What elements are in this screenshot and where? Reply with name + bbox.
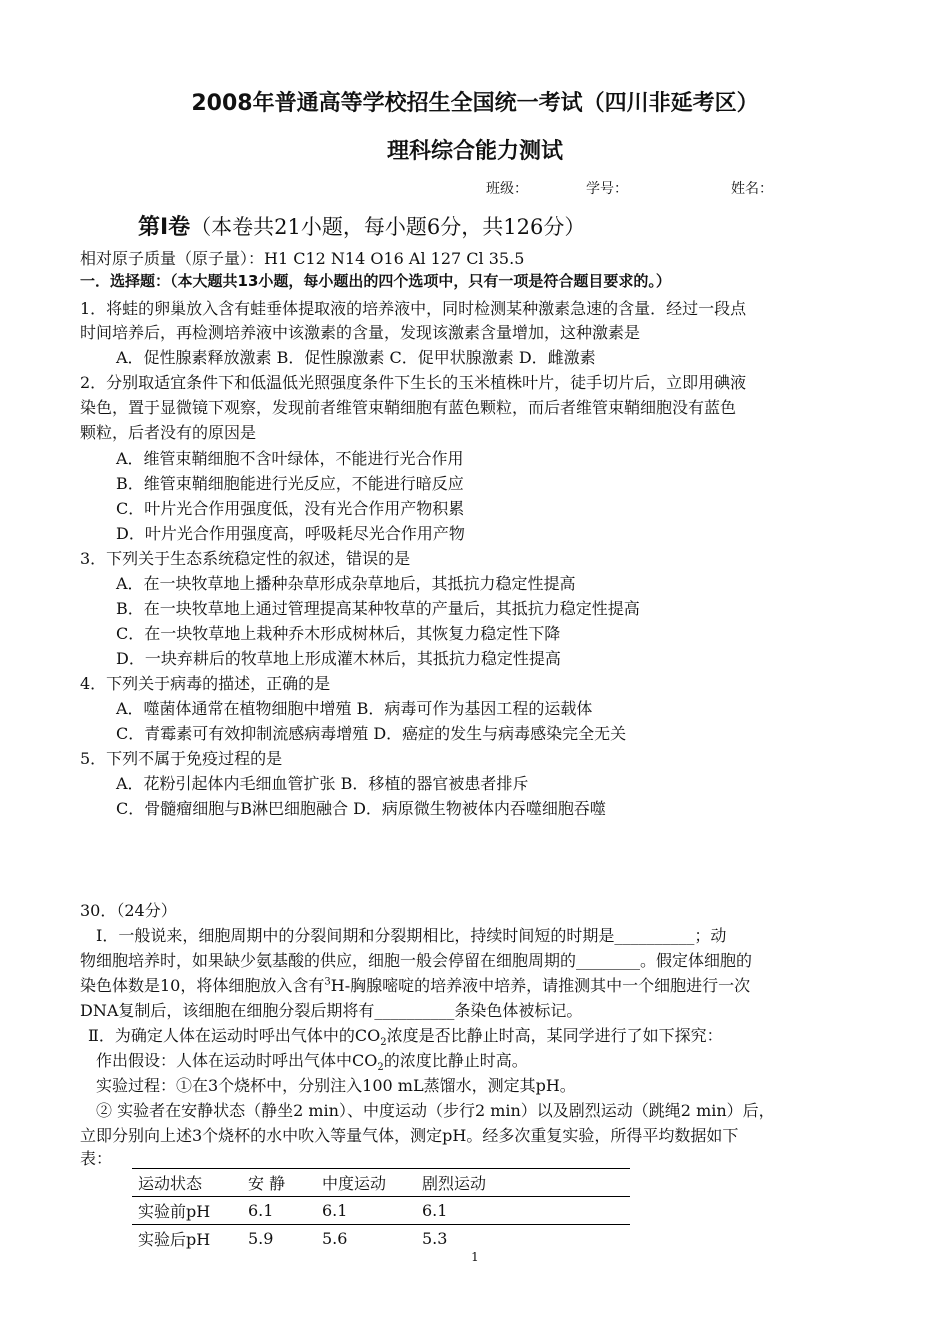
co2-subscript: 2	[380, 1037, 387, 1049]
section1-heading: 一．选择题：（本大题共13小题，每小题出的四个选项中，只有一项是符合题目要求的。）	[80, 272, 671, 290]
volume-name: 第Ⅰ卷	[138, 215, 191, 240]
table-cell: 5.3	[422, 1229, 448, 1248]
table-cell: 6.1	[316, 1197, 416, 1225]
table-header-cell: 运动状态	[132, 1169, 242, 1197]
table-cell: 5.6	[322, 1229, 348, 1248]
q3-option-c: C．在一块牧草地上栽种乔木形成树林后，其恢复力稳定性下降	[116, 624, 561, 643]
q30-part2-line2	[96, 1048, 528, 1073]
exam-title: 2008年普通高等学校招生全国统一考试（四川非延考区）	[191, 91, 759, 116]
q4-options-ab: A．噬菌体通常在植物细胞中增殖 B．病毒可作为基因工程的运载体	[116, 699, 593, 718]
q30-part1-line4: DNA复制后，该细胞在细胞分裂后期将有__________条染色体被标记。	[80, 1001, 583, 1020]
ph-data-table	[132, 1168, 630, 1252]
q30-part1-line3-b: H-胸腺嘧啶的培养液中培养，请推测其中一个细胞进行一次	[330, 976, 751, 995]
table-cell: 6.1	[416, 1197, 630, 1225]
q30-part2-line1-b: 浓度是否比静止时高，某同学进行了如下探究：	[386, 1026, 723, 1045]
q30-part1-line1: Ⅰ．一般说来，细胞周期中的分裂间期和分裂期相比，持续时间短的时期是__________；动	[96, 926, 727, 945]
q2-stem-line2: 染色，置于显微镜下观察，发现前者维管束鞘细胞有蓝色颗粒，而后者维管束鞘细胞没有蓝色	[80, 398, 737, 417]
isotope-mass-number: 3	[324, 976, 331, 988]
table-header-cell: 剧烈运动	[416, 1169, 630, 1197]
q30-part2-line6: 表：	[80, 1149, 113, 1168]
q2-option-c: C．叶片光合作用强度低，没有光合作用产物积累	[116, 499, 465, 518]
table-header-row	[132, 1169, 630, 1197]
co2-subscript: 2	[377, 1062, 384, 1074]
q30-part2-line2-a: 作出假设：人体在运动时呼出气体中CO	[96, 1051, 378, 1070]
q5-options-cd: C．骨髓瘤细胞与B淋巴细胞融合 D．病原微生物被体内吞噬细胞吞噬	[116, 799, 606, 818]
volume-desc: （本卷共21小题，每小题6分，共126分）	[190, 215, 586, 239]
table-cell: 实验后pH	[138, 1230, 211, 1249]
q3-option-d: D．一块弃耕后的牧草地上形成灌木林后，其抵抗力稳定性提高	[116, 649, 561, 668]
student-id-label: 学号：	[586, 181, 628, 197]
table-header-cell: 安 静	[242, 1169, 316, 1197]
q2-option-b: B．维管束鞘细胞能进行光反应，不能进行暗反应	[116, 474, 464, 493]
q30-part2-line4: ② 实验者在安静状态（静坐2 min）、中度运动（步行2 min）以及剧烈运动（跳绳2 min）后，	[96, 1101, 775, 1120]
q30-part1-line2: 物细胞培养时，如果缺少氨基酸的供应，细胞一般会停留在细胞周期的________。假定体细胞的	[80, 951, 753, 970]
table-cell: 实验前pH	[132, 1197, 242, 1225]
atomic-mass-line: 相对原子质量（原子量）：H1 C12 N14 O16 Al 127 Cl 35.5	[80, 249, 525, 268]
q5-options-ab: A．花粉引起体内毛细血管扩张 B．移植的器官被患者排斥	[116, 774, 529, 793]
page-number: 1	[471, 1250, 479, 1264]
q2-stem-line3: 颗粒，后者没有的原因是	[80, 423, 257, 442]
table-header-cell: 中度运动	[316, 1169, 416, 1197]
table-cell: 6.1	[242, 1197, 316, 1225]
table-cell: 5.9	[248, 1229, 274, 1248]
class-label: 班级：	[486, 181, 528, 197]
exam-subtitle: 理科综合能力测试	[386, 139, 563, 164]
table-row	[132, 1197, 630, 1225]
q2-option-a: A．维管束鞘细胞不含叶绿体，不能进行光合作用	[116, 449, 464, 468]
q5-stem: 5．下列不属于免疫过程的是	[80, 749, 283, 768]
q30-part1-line3	[80, 973, 750, 996]
q1-stem-line2: 时间培养后，再检测培养液中该激素的含量，发现该激素含量增加，这种激素是	[80, 323, 641, 342]
volume-heading	[138, 210, 585, 241]
q4-stem: 4．下列关于病毒的描述，正确的是	[80, 674, 331, 693]
q30-part2-line2-b: 的浓度比静止时高。	[383, 1051, 528, 1070]
q2-stem-line1: 2．分别取适宜条件下和低温低光照强度条件下生长的玉米植株叶片，徒手切片后，立即用碘液	[80, 373, 747, 392]
q30-part2-line1	[88, 1023, 723, 1048]
q30-stem: 30．（24分）	[80, 901, 177, 920]
table-row	[132, 1225, 630, 1253]
q30-part2-line1-a: Ⅱ．为确定人体在运动时呼出气体中的CO	[88, 1026, 381, 1045]
q30-part2-line3: 实验过程：①在3个烧杯中，分别注入100 mL蒸馏水，测定其pH。	[96, 1076, 576, 1095]
q1-options: A．促性腺素释放激素 B．促性腺激素 C．促甲状腺激素 D．雌激素	[116, 348, 596, 367]
q3-stem: 3．下列关于生态系统稳定性的叙述，错误的是	[80, 549, 411, 568]
q30-part1-line3-a: 染色体数是10，将体细胞放入含有	[80, 976, 325, 995]
name-label: 姓名：	[731, 181, 773, 197]
q3-option-b: B．在一块牧草地上通过管理提高某种牧草的产量后，其抵抗力稳定性提高	[116, 599, 640, 618]
q4-options-cd: C．青霉素可有效抑制流感病毒增殖 D．癌症的发生与病毒感染完全无关	[116, 724, 627, 743]
q2-option-d: D．叶片光合作用强度高，呼吸耗尽光合作用产物	[116, 524, 465, 543]
q3-option-a: A．在一块牧草地上播种杂草形成杂草地后，其抵抗力稳定性提高	[116, 574, 576, 593]
q30-part2-line5: 立即分别向上述3个烧杯的水中吹入等量气体，测定pH。经多次重复实验，所得平均数据如下	[80, 1126, 739, 1145]
q1-stem-line1: 1．将蛙的卵巢放入含有蛙垂体提取液的培养液中，同时检测某种激素急速的含量．经过一段点	[80, 299, 747, 318]
